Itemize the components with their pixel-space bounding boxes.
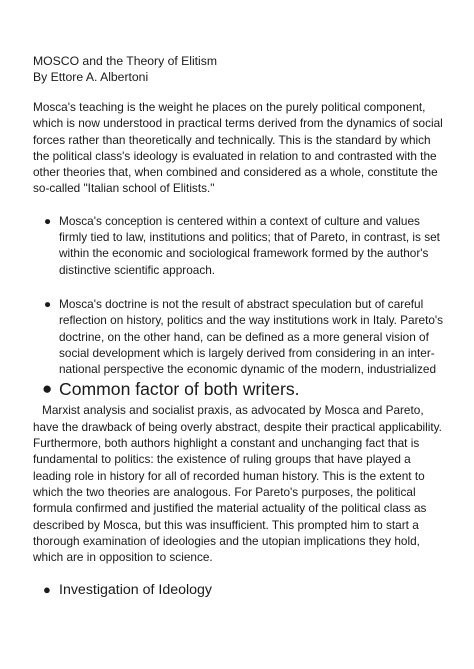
bullet-dot-icon: ● [44, 296, 52, 311]
common-paragraph-text: Marxist analysis and socialist praxis, as advocated by Mosca and Pareto, have the drawback of being overly abstract, despite their practical applicability. Furthermore, both authors highlight a constant and unchanging fact that is fundamental to politics: the existence of ruling groups that have played a leading role in history for all of recorded human history. This is the extent to which the two theories are analogous. For Pareto's purposes, the political formula confirmed and justified the material actuality of the political class as described by Mosca, but this was insufficient. This prompted him to start a thorough examination of ideologies and the utopian implications they hold, which are in opposition to science. [33, 403, 442, 565]
common-paragraph [33, 402, 445, 565]
bullet-dot-icon: ● [44, 213, 52, 228]
list-item [33, 213, 445, 278]
document-page [33, 53, 445, 599]
section-heading-text: Common factor of both writers. [59, 379, 300, 400]
list-item [33, 296, 445, 377]
section-heading-common [33, 379, 445, 399]
bullet-list [33, 213, 445, 378]
document-author: By Ettore A. Albertoni [33, 70, 149, 84]
bullet-dot-icon: ● [43, 582, 51, 598]
intro-paragraph: Mosca's teaching is the weight he places on the purely political component, which is now understood in practical terms derived from the dynamics of social forces rather than theoretically and technically. This is the standard by which the political class's ideology is evaluated in relation to and contrasted with the other theories that, when combined and considered as a whole, constitute the so-called "Italian school of Elitists." [33, 100, 443, 196]
bullet-dot-icon: ● [42, 379, 53, 399]
section-heading-ideology [33, 581, 445, 599]
bullet-text: Mosca's conception is centered within a context of culture and values firmly tied to law, institutions and politics; that of Pareto, in contrast, is set within the economic and sociological framework formed by the author's distinctive scientific approach. [59, 213, 440, 277]
document-title: MOSCO and the Theory of Elitism [33, 54, 218, 68]
section-heading-text: Investigation of Ideology [59, 582, 213, 599]
bullet-text: Mosca's doctrine is not the result of abstract speculation but of careful reflection on history, politics and the way institutions work in Italy. Pareto's doctrine, on the other hand, can be defined as a more general vision of social development which is largely derived from considering in an inter- national perspective the economic dynamic of the modern, industrialized [59, 296, 444, 377]
